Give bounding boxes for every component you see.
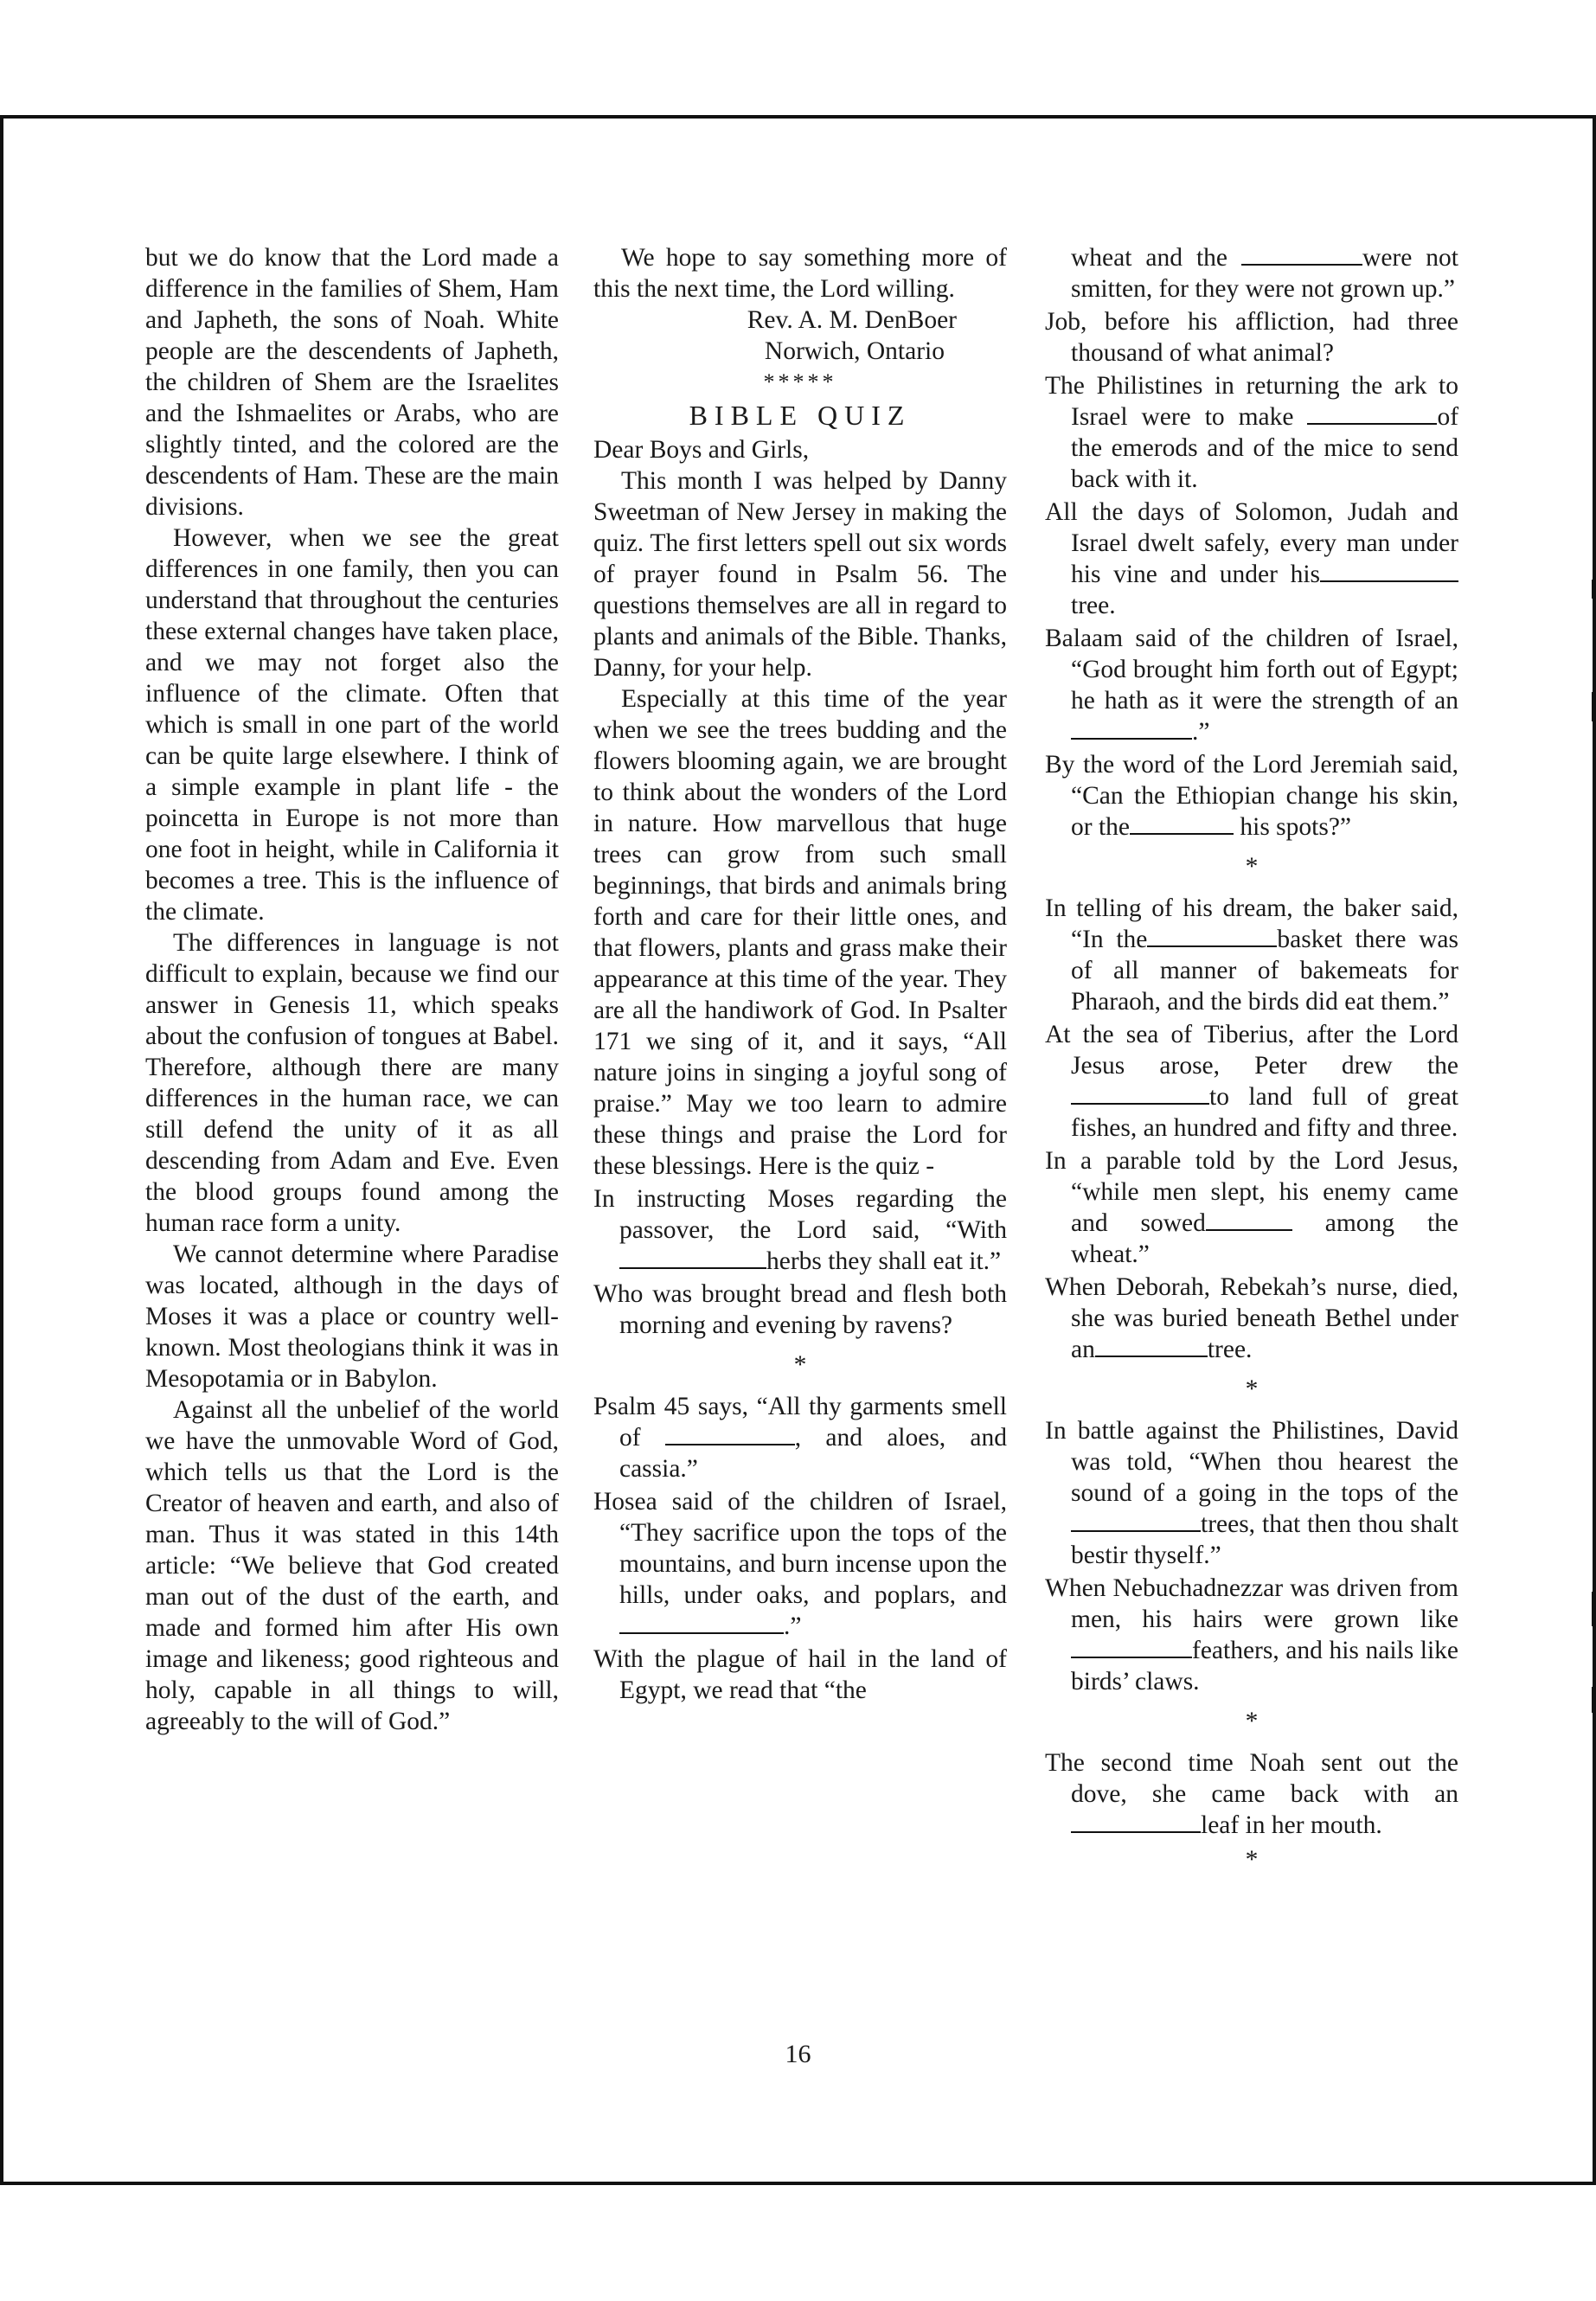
quiz-question — [1045, 1145, 1458, 1270]
quiz-question: Job, before his affliction, had three thousand of what animal? — [1045, 308, 1458, 367]
answer-blank — [1071, 1636, 1192, 1658]
answer-blank — [1071, 1082, 1209, 1105]
question-text: In telling of his dream, the baker said, “In the — [1045, 894, 1458, 953]
answer-blank — [1071, 1509, 1201, 1532]
question-text: In a parable told by the Lord Jesus, “while men slept, his enemy came and sowed — [1045, 1147, 1458, 1237]
answer-blank — [1130, 812, 1234, 835]
signature-place: Norwich, Ontario — [764, 337, 945, 365]
quiz-question — [1045, 1415, 1458, 1571]
question-text: In instructing Moses regarding the passover, the Lord said, “With — [593, 1185, 1007, 1244]
question-text: wheat and the — [1071, 244, 1228, 272]
quiz-question — [1045, 1272, 1458, 1365]
page-number: 16 — [785, 2040, 811, 2068]
column-right — [1045, 242, 1458, 1886]
quiz-question: Who was brought bread and flesh both morning and evening by ravens? — [593, 1280, 1007, 1339]
column-middle — [593, 242, 1007, 1706]
question-text: among the wheat.” — [1071, 1209, 1458, 1268]
section-divider: ***** — [763, 369, 837, 394]
answer-blank — [1206, 1208, 1292, 1231]
answer-blank — [619, 1247, 766, 1269]
answer-blank — [1320, 560, 1458, 582]
answer-blank — [1095, 1335, 1208, 1357]
paragraph: However, when we see the great differences in one family, then you can understand that throughout the centuries these external changes have taken place, and we may not forget also the influence of the climate. Often that which is small in one part of the world can be quite large elsewhere. I think of a simple example in plant life - the poincetta in Europe is not more than one foot in height, while in California it becomes a tree. This is the influence of the climate. — [145, 524, 559, 926]
paragraph: Especially at this time of the year when we see the trees budding and the flowers blooming again, we are brought to think about the wonders of the Lord in nature. How marvellous that huge trees can grow from such small beginnings, that birds and animals bring forth and care for their little ones, and that flowers, plants and grass make their appearance at this time of the year. They are all the handiwork of God. In Psalter 171 we sing of it, and it says, “All nature joins in singing a joyful song of praise.” May we too learn to admire these things and praise the Lord for these blessings. Here is the quiz - — [593, 685, 1007, 1180]
paragraph: The differences in language is not difficult to explain, because we find our answer in Genesis 11, which speaks about the confusion of tongues at Babel. Therefore, although there are many differences in the human race, we can still defend the unity of it as all descending from Adam and Eve. Even the blood groups found among the human race form a unity. — [145, 929, 559, 1237]
answer-blank — [1147, 925, 1277, 947]
quiz-question — [1045, 497, 1458, 621]
question-text: feathers, and his nails like birds’ claws. — [1071, 1637, 1458, 1695]
question-text: tree. — [1071, 592, 1116, 619]
answer-blank — [1241, 243, 1362, 266]
paragraph: but we do know that the Lord made a difference in the families of Shem, Ham and Japheth, the sons of Noah. White people are the descendents of Japheth, the children of Shem are the Israelites and the Ishmaelites or Arabs, who are slightly tinted, and the colored are the descendents of Ham. These are the main divisions. — [145, 244, 559, 521]
answer-blank — [619, 1612, 784, 1634]
question-text: leaf in her mouth. — [1201, 1811, 1382, 1839]
answer-blank — [665, 1423, 795, 1445]
question-text: tree. — [1207, 1336, 1253, 1363]
asterisk-divider: * — [1245, 853, 1259, 881]
left-border-rule — [0, 115, 3, 2185]
question-text: When Deborah, Rebekah’s nurse, died, she was buried beneath Bethel under an — [1045, 1273, 1458, 1363]
question-text: Psalm 45 says, “All thy garments smell of — [593, 1393, 1007, 1452]
question-text: trees, that then thou shalt bestir thyself.” — [1071, 1510, 1458, 1569]
bottom-border-rule — [0, 2182, 1596, 2185]
paragraph: Against all the unbelief of the world we have the unmovable Word of God, which tells us that the Lord is the Creator of heaven and earth, and also of man. Thus it was stated in this 14th article: “We believe that God created man out of the dust of the earth, and made and formed him after His own image and likeness; good righteous and holy, capable in all things to will, agreeably to the will of God.” — [145, 1396, 559, 1735]
column-left — [145, 242, 559, 1737]
question-text: All the days of Solomon, Judah and Israel dwelt safely, every man under his vine and under his — [1045, 498, 1458, 588]
quiz-question — [1045, 1019, 1458, 1144]
quiz-question — [593, 1391, 1007, 1484]
quiz-question — [1045, 749, 1458, 843]
answer-blank — [1071, 717, 1192, 740]
asterisk-divider: * — [793, 1351, 807, 1379]
scan-mark — [1592, 580, 1594, 599]
paragraph: We cannot determine where Paradise was located, although in the days of Moses it was a place or country well-known. Most theologians think it was in Mesopotamia or in Babylon. — [145, 1240, 559, 1393]
question-text: Hosea said of the children of Israel, “They sacrifice upon the tops of the mountains, and burn incense upon the hills, under oaks, and poplars, and — [593, 1488, 1007, 1609]
question-text: The second time Noah sent out the dove, she came back with an — [1045, 1749, 1458, 1808]
question-text: At the sea of Tiberius, after the Lord Jesus arose, Peter drew the — [1045, 1021, 1458, 1080]
question-text: his spots?” — [1240, 813, 1352, 841]
signature-name: Rev. A. M. DenBoer — [747, 306, 957, 334]
question-text: , and aloes, and cassia.” — [619, 1424, 1007, 1483]
question-text: of the emerods and of the mice to send back with it. — [1071, 403, 1459, 493]
answer-blank — [1307, 402, 1437, 425]
question-text: The Philistines in returning the ark to Israel were to make — [1045, 372, 1458, 431]
quiz-question — [593, 1183, 1007, 1277]
scan-mark — [1592, 1687, 1594, 1713]
quiz-question — [1045, 1573, 1458, 1697]
question-text: Balaam said of the children of Israel, “God brought him forth out of Egypt; he hath as it were the strength of an — [1045, 625, 1458, 715]
quiz-question — [1045, 370, 1458, 495]
paragraph: We hope to say something more of this the next time, the Lord willing. — [593, 244, 1007, 303]
question-text: .” — [1192, 718, 1210, 746]
paragraph: This month I was helped by Danny Sweetman of New Jersey in making the quiz. The first letters spell out six words of prayer found in Psalm 56. The questions themselves are all in regard to plants and animals of the Bible. Thanks, Danny, for your help. — [593, 467, 1007, 682]
asterisk-divider: * — [1245, 1846, 1259, 1874]
question-text: to land full of great fishes, an hundred and fifty and three. — [1071, 1083, 1458, 1142]
right-border-rule — [1593, 115, 1596, 2185]
quiz-question — [1045, 1747, 1458, 1841]
quiz-question — [1045, 242, 1458, 304]
asterisk-divider: * — [1245, 1708, 1259, 1735]
quiz-question — [593, 1486, 1007, 1642]
quiz-question: With the plague of hail in the land of Egypt, we read that “the — [593, 1645, 1007, 1704]
asterisk-divider: * — [1245, 1375, 1259, 1403]
question-text: were not smitten, for they were not grown up.” — [1071, 244, 1459, 303]
top-border-rule — [0, 115, 1596, 119]
quiz-question — [1045, 893, 1458, 1017]
question-text: When Nebuchadnezzar was driven from men, his hairs were grown like — [1045, 1574, 1458, 1633]
question-text: .” — [784, 1612, 802, 1640]
question-text: By the word of the Lord Jeremiah said, “Can the Ethiopian change his skin, or the — [1045, 751, 1458, 841]
quiz-question — [1045, 623, 1458, 747]
quiz-title: BIBLE QUIZ — [689, 400, 912, 431]
scan-mark — [1592, 692, 1594, 721]
salutation: Dear Boys and Girls, — [593, 436, 810, 464]
question-text: In battle against the Philistines, David was told, “When thou hearest the sound of a going in the tops of the — [1045, 1417, 1458, 1507]
answer-blank — [1071, 1811, 1201, 1833]
question-text: herbs they shall eat it.” — [766, 1247, 1002, 1275]
question-text: basket there was of all manner of bakemeats for Pharaoh, and the birds did eat them.” — [1071, 926, 1458, 1016]
scan-mark — [1592, 1592, 1594, 1626]
